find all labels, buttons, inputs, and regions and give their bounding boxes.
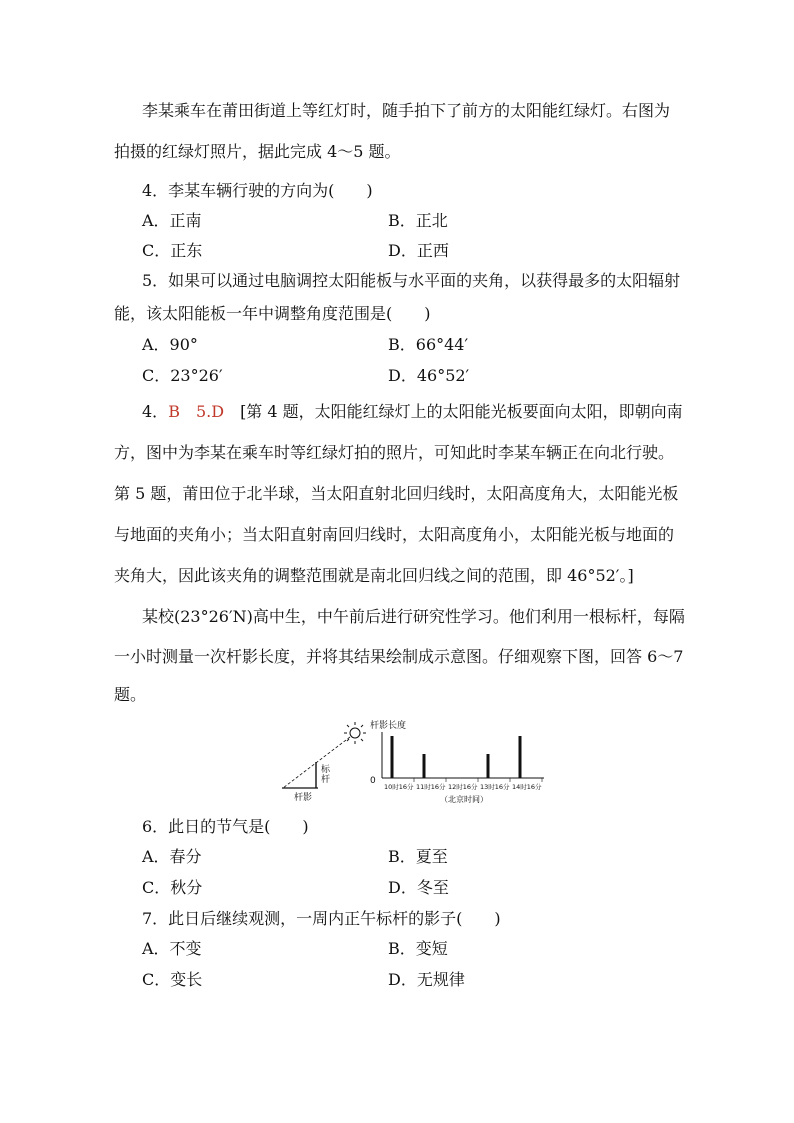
- q7-stem: 7．此日后继续观测，一周内正午标杆的影子( ): [142, 909, 501, 928]
- intro-6-7-line2: 一小时测量一次杆影长度，并将其结果绘制成示意图。仔细观察下图，回答 6～7: [114, 647, 684, 666]
- pole-label-1: 标: [321, 765, 331, 775]
- q6-stem: 6．此日的节气是( ): [142, 817, 309, 836]
- answer-gap: [180, 402, 196, 421]
- time-tick-label: 12时16分: [448, 783, 478, 791]
- q5-option-c: C．23°26′: [142, 366, 223, 385]
- answer-4-letter: B: [168, 402, 180, 421]
- shadow-length-figure: [278, 716, 568, 808]
- q6-option-c: C．秋分: [142, 878, 203, 897]
- q7-option-c: C．变长: [142, 970, 203, 989]
- q6-option-a: A．春分: [142, 847, 202, 866]
- answer-4-5-line2: 方，图中为李某在乘车时等红绿灯拍的照片，可知此时李某车辆正在向北行驶。: [114, 443, 675, 462]
- answer-4-5-line1: [142, 401, 683, 423]
- x-axis-caption: （北京时间）: [440, 795, 488, 804]
- q7-option-d: D．无规律: [388, 970, 465, 989]
- q4-option-d: D．正西: [388, 241, 449, 260]
- shadow-bar-1: [391, 736, 394, 778]
- time-tick-label: 11时16分: [416, 783, 446, 791]
- shadow-bar-2: [423, 754, 426, 778]
- intro-4-5-line1: 李某乘车在莆田街道上等红灯时，随手拍下了前方的太阳能红绿灯。右图为: [142, 101, 671, 120]
- time-tick-label: 14时16分: [512, 783, 542, 791]
- shadow-bar-4: [487, 754, 490, 778]
- q4-option-c: C．正东: [142, 241, 203, 260]
- y-axis-label: 杆影长度: [370, 721, 407, 731]
- q5-option-d: D．46°52′: [388, 366, 470, 385]
- q7-option-a: A．不变: [142, 939, 202, 958]
- q4-option-b: B．正北: [388, 211, 448, 230]
- q5-stem-line2: 能，该太阳能板一年中调整角度范围是( ): [114, 304, 431, 323]
- q5-option-b: B．66°44′: [388, 335, 469, 354]
- time-tick-label: 13时16分: [480, 783, 510, 791]
- q5-option-a: A．90°: [142, 335, 198, 354]
- answer-explanation-start: [第 4 题，太阳能红绿灯上的太阳能光板要面向太阳，即朝向南: [224, 402, 683, 421]
- answer-4-5-line3: 第 5 题，莆田位于北半球，当太阳直射北回归线时，太阳高度角大，太阳能光板: [114, 484, 679, 503]
- time-tick-label: 10时16分: [384, 783, 414, 791]
- intro-6-7-line1: 某校(23°26′N)高中生，中午前后进行研究性学习。他们利用一根标杆，每隔: [142, 607, 685, 626]
- shadow-bar-5: [519, 736, 522, 778]
- answer-4-5-line5: 夹角大，因此该夹角的调整范围就是南北回归线之间的范围，即 46°52′。]: [114, 566, 634, 585]
- q7-option-b: B．变短: [388, 939, 448, 958]
- q6-option-b: B．夏至: [388, 847, 448, 866]
- answer-prefix: 4．: [142, 402, 169, 421]
- answer-5-letter: 5.D: [195, 402, 225, 421]
- pole-label-2: 杆: [321, 775, 331, 785]
- q5-stem-line1: 5．如果可以通过电脑调控太阳能板与水平面的夹角，以获得最多的太阳辐射: [142, 271, 681, 290]
- answer-4-5-line4: 与地面的夹角小；当太阳直射南回归线时，太阳高度角小，太阳能光板与地面的: [114, 525, 675, 544]
- sun-icon: [344, 722, 366, 744]
- origin-label: 0: [370, 776, 376, 786]
- shadow-label: 杆影: [294, 793, 313, 803]
- q6-option-d: D．冬至: [388, 878, 449, 897]
- intro-4-5-line2: 拍摄的红绿灯照片，据此完成 4～5 题。: [114, 142, 401, 161]
- q4-option-a: A．正南: [142, 211, 202, 230]
- intro-6-7-line3: 题。: [114, 685, 147, 704]
- q4-stem: 4．李某车辆行驶的方向为( ): [142, 181, 373, 200]
